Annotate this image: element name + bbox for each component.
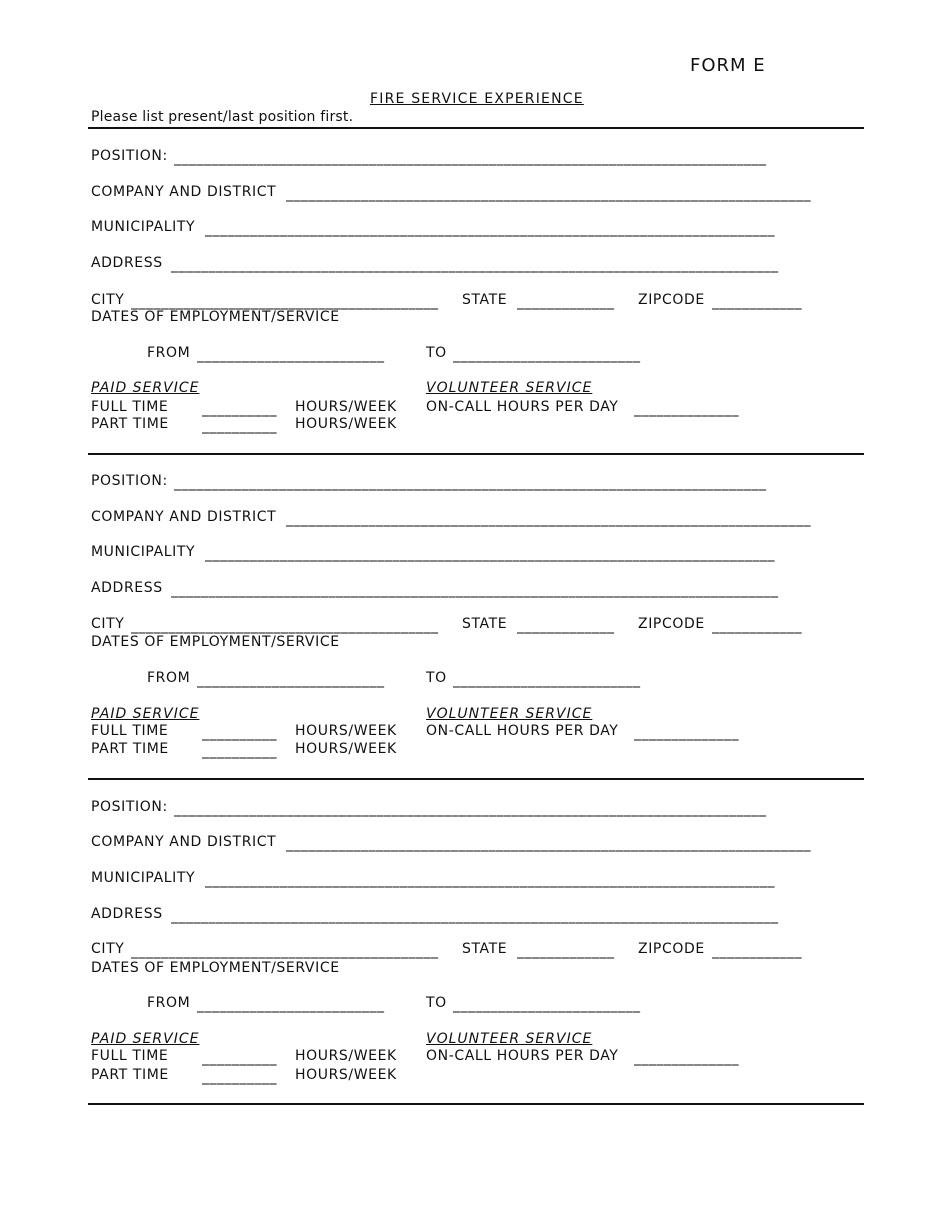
page-title: FIRE SERVICE EXPERIENCE <box>370 91 584 107</box>
municipality-field[interactable]: ____________________________________________________________________________ <box>205 221 775 237</box>
state-field[interactable]: _____________ <box>517 943 615 959</box>
dates-label: DATES OF EMPLOYMENT/SERVICE <box>91 634 340 650</box>
to-field[interactable]: _________________________ <box>453 997 641 1013</box>
company-district-label: COMPANY AND DISTRICT <box>91 509 277 525</box>
city-field[interactable]: _________________________________________ <box>131 294 439 310</box>
oncall-label: ON-CALL HOURS PER DAY <box>426 1048 619 1064</box>
divider-bottom <box>88 1103 864 1105</box>
position-label: POSITION: <box>91 473 168 489</box>
form-label: FORM E <box>690 55 766 76</box>
municipality-label: MUNICIPALITY <box>91 219 196 235</box>
city-label: CITY <box>91 616 125 632</box>
city-label: CITY <box>91 292 125 308</box>
part-time-label: PART TIME <box>91 1067 169 1083</box>
full-time-hours-week: HOURS/WEEK <box>295 1048 397 1064</box>
address-label: ADDRESS <box>91 580 163 596</box>
municipality-field[interactable]: ____________________________________________________________________________ <box>205 872 775 888</box>
part-time-hours-field[interactable]: __________ <box>202 1069 277 1085</box>
to-field[interactable]: _________________________ <box>453 347 641 363</box>
full-time-hours-field[interactable]: __________ <box>202 401 277 417</box>
municipality-field[interactable]: ____________________________________________________________________________ <box>205 546 775 562</box>
oncall-field[interactable]: ______________ <box>634 1050 739 1066</box>
to-field[interactable]: _________________________ <box>453 672 641 688</box>
experience-block-2 <box>0 325 950 759</box>
full-time-hours-field[interactable]: __________ <box>202 1050 277 1066</box>
company-district-field[interactable]: ______________________________________________________________________ <box>286 836 811 852</box>
position-field[interactable]: _______________________________________________________________________________ <box>174 475 767 491</box>
municipality-label: MUNICIPALITY <box>91 544 196 560</box>
address-label: ADDRESS <box>91 906 163 922</box>
part-time-hours-week: HOURS/WEEK <box>295 416 397 432</box>
position-label: POSITION: <box>91 148 168 164</box>
address-field[interactable]: _________________________________________________________________________________ <box>171 582 779 598</box>
address-field[interactable]: _________________________________________________________________________________ <box>171 908 779 924</box>
zipcode-field[interactable]: ____________ <box>712 294 802 310</box>
company-district-field[interactable]: ______________________________________________________________________ <box>286 511 811 527</box>
zipcode-label: ZIPCODE <box>638 616 705 632</box>
zipcode-label: ZIPCODE <box>638 941 705 957</box>
volunteer-service-heading: VOLUNTEER SERVICE <box>426 380 593 396</box>
full-time-hours-week: HOURS/WEEK <box>295 723 397 739</box>
to-label: TO <box>426 345 447 361</box>
dates-label: DATES OF EMPLOYMENT/SERVICE <box>91 960 340 976</box>
from-field[interactable]: _________________________ <box>197 347 385 363</box>
dates-label: DATES OF EMPLOYMENT/SERVICE <box>91 309 340 325</box>
instruction-text: Please list present/last position first. <box>91 109 354 125</box>
position-label: POSITION: <box>91 799 168 815</box>
part-time-hours-field[interactable]: __________ <box>202 418 277 434</box>
company-district-label: COMPANY AND DISTRICT <box>91 834 277 850</box>
oncall-field[interactable]: ______________ <box>634 401 739 417</box>
oncall-label: ON-CALL HOURS PER DAY <box>426 723 619 739</box>
city-label: CITY <box>91 941 125 957</box>
address-field[interactable]: _________________________________________________________________________________ <box>171 257 779 273</box>
full-time-label: FULL TIME <box>91 399 169 415</box>
oncall-field[interactable]: ______________ <box>634 725 739 741</box>
paid-service-heading: PAID SERVICE <box>91 706 200 722</box>
from-field[interactable]: _________________________ <box>197 997 385 1013</box>
to-label: TO <box>426 670 447 686</box>
state-label: STATE <box>462 292 508 308</box>
part-time-label: PART TIME <box>91 741 169 757</box>
position-field[interactable]: _______________________________________________________________________________ <box>174 801 767 817</box>
experience-block-1 <box>0 0 950 434</box>
to-label: TO <box>426 995 447 1011</box>
from-label: FROM <box>147 670 191 686</box>
city-field[interactable]: _________________________________________ <box>131 618 439 634</box>
state-label: STATE <box>462 941 508 957</box>
full-time-label: FULL TIME <box>91 1048 169 1064</box>
company-district-field[interactable]: ______________________________________________________________________ <box>286 186 811 202</box>
city-field[interactable]: _________________________________________ <box>131 943 439 959</box>
zipcode-label: ZIPCODE <box>638 292 705 308</box>
zipcode-field[interactable]: ____________ <box>712 943 802 959</box>
part-time-hours-week: HOURS/WEEK <box>295 741 397 757</box>
municipality-label: MUNICIPALITY <box>91 870 196 886</box>
from-label: FROM <box>147 345 191 361</box>
paid-service-heading: PAID SERVICE <box>91 1031 200 1047</box>
state-label: STATE <box>462 616 508 632</box>
volunteer-service-heading: VOLUNTEER SERVICE <box>426 1031 593 1047</box>
experience-block-3 <box>0 650 950 1085</box>
volunteer-service-heading: VOLUNTEER SERVICE <box>426 706 593 722</box>
part-time-label: PART TIME <box>91 416 169 432</box>
company-district-label: COMPANY AND DISTRICT <box>91 184 277 200</box>
paid-service-heading: PAID SERVICE <box>91 380 200 396</box>
part-time-hours-week: HOURS/WEEK <box>295 1067 397 1083</box>
address-label: ADDRESS <box>91 255 163 271</box>
oncall-label: ON-CALL HOURS PER DAY <box>426 399 619 415</box>
state-field[interactable]: _____________ <box>517 294 615 310</box>
from-field[interactable]: _________________________ <box>197 672 385 688</box>
from-label: FROM <box>147 995 191 1011</box>
state-field[interactable]: _____________ <box>517 618 615 634</box>
position-field[interactable]: _______________________________________________________________________________ <box>174 150 767 166</box>
full-time-hours-field[interactable]: __________ <box>202 725 277 741</box>
full-time-hours-week: HOURS/WEEK <box>295 399 397 415</box>
part-time-hours-field[interactable]: __________ <box>202 743 277 759</box>
zipcode-field[interactable]: ____________ <box>712 618 802 634</box>
full-time-label: FULL TIME <box>91 723 169 739</box>
